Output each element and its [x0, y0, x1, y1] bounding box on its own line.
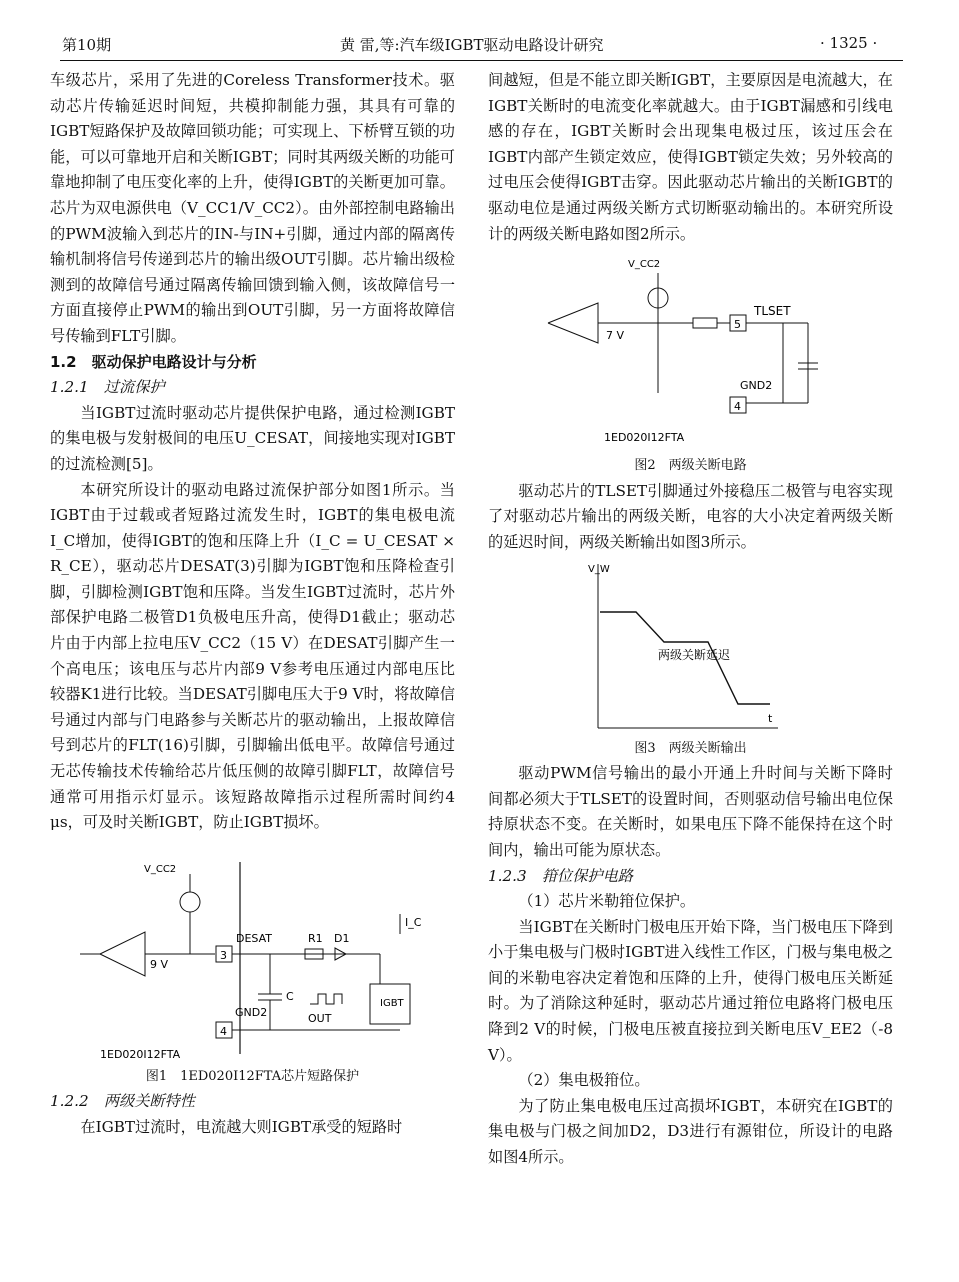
right-paragraph-3: 驱动PWM信号输出的最小开通上升时间与关断下降时间都必须大于TLSET的设置时间，否则驱动信号输出电位保持原状态不变。在关断时，如果电压下降不能保持在这个时间内，输出可能为原状态。 [488, 764, 893, 859]
left-paragraph-3: 本研究所设计的驱动电路过流保护部分如图1所示。当IGBT由于过载或者短路过流发生时，IGBT的集电极电流I_C增加，使得IGBT的饱和压降上升（I_C = U_CESAT × R_CE），驱动芯片DESAT(3)引脚为IGBT饱和压降检查引脚，引脚检测IGBT饱和压降。当发生IGBT过流时，芯片外部保护电路二极管D1负极电压升高，使得D1截止；驱动芯片由于内部上拉电压V_CC2（15 V）在DESAT引脚产生一个高电压；该电压与芯片内部9 V参考电压通过内部电压比较器K1进行比较。当DESAT引脚电压大于9 V时，将故障信号通过内部与门电路参与关断芯片的驱动输出，上报故障信号到芯片的FLT(16)引脚，引脚输出低电平。故障信号通过无芯传输技术传输给芯片低压侧的故障引脚FLT，故障信号通常可用指示灯显示。该短路故障指示过程所需时间约4 μs，可及时关断IGBT，防止IGBT损坏。 [50, 480, 455, 832]
left-column [50, 68, 455, 1141]
fig2-tlset-label: TLSET [754, 304, 791, 319]
right-paragraph-2: 驱动芯片的TLSET引脚通过外接稳压二极管与电容实现了对驱动芯片输出的两级关断，电容的大小决定着两级关断的延迟时间，两级关断输出如图3所示。 [488, 481, 893, 551]
fig3-annotation: 两级关断延迟 [658, 647, 731, 662]
fig2-pin4: 4 [734, 400, 741, 414]
fig1-gnd-label: GND2 [235, 1005, 268, 1019]
figure-3-waveform [488, 556, 893, 736]
right-paragraph-6: （2）集电极箝位。 [518, 1071, 650, 1090]
fig1-c-label: C [286, 989, 294, 1003]
fig3-x-axis-label: t [768, 711, 773, 725]
fig1-d1-label: D1 [334, 931, 350, 945]
fig1-vcc-label: V_CC2 [144, 863, 177, 875]
figure-1-caption: 图1 1ED020I12FTA芯片短路保护 [145, 1068, 360, 1084]
fig3-y-axis-label: V_W [588, 563, 610, 575]
section-1-2-3: 1.2.3 箝位保护电路 [488, 866, 633, 885]
section-1-2: 1.2 驱动保护电路设计与分析 [50, 352, 257, 371]
running-title: 黄 雷,等:汽车级IGBT驱动电路设计研究 [340, 36, 604, 54]
header-rule [60, 60, 903, 61]
issue-number: 第10期 [62, 36, 112, 54]
fig1-desat-label: DESAT [236, 931, 272, 945]
figure-1-circuit [50, 854, 455, 1064]
left-paragraph-1: 车级芯片，采用了先进的Coreless Transformer技术。驱动芯片传输延迟时间短，共模抑制能力强，其具有可靠的IGBT短路保护及故障回锁功能；可实现上、下桥臂互锁的功能，可以可靠地开启和关断IGBT；同时其两级关断的功能可靠地抑制了电压变化率的上升，使得IGBT的关断更加可靠。芯片为双电源供电（V_CC1/V_CC2）。由外部控制电路输出的PWM波输入到芯片的IN-与IN+引脚，通过内部的隔离传输机制将信号传递到芯片的输出级OUT引脚。芯片输出级检测到的故障信号通过隔离传输回馈到输入侧，该故障信号一方面直接停止PWM的输出到OUT引脚，另一方面将故障信号传输到FLT引脚。 [50, 71, 455, 345]
fig2-chip-label: 1ED020I12FTA [604, 431, 685, 445]
right-column [488, 68, 893, 1171]
section-1-2-1: 1.2.1 过流保护 [50, 378, 165, 397]
fig1-chip-label: 1ED020I12FTA [100, 1047, 181, 1061]
section-1-2-2: 1.2.2 两级关断特性 [50, 1092, 195, 1111]
fig2-vcc-label: V_CC2 [628, 259, 661, 271]
figure-2-circuit [488, 253, 893, 453]
right-paragraph-7: 为了防止集电极电压过高损坏IGBT，本研究在IGBT的集电极与门极之间加D2，D3进行有源钳位，所设计的电路如图4所示。 [488, 1096, 893, 1167]
fig1-9v-label: 9 V [150, 957, 169, 971]
figure-3-caption: 图3 两级关断输出 [634, 740, 747, 756]
fig1-pin3: 3 [220, 948, 227, 962]
right-paragraph-1: 间越短，但是不能立即关断IGBT，主要原因是电流越大，在IGBT关断时的电流变化率就越大。由于IGBT漏感和引线电感的存在，IGBT关断时会出现集电极过压，该过压会在IGBT内部产生锁定效应，使得IGBT锁定失效；另外较高的过电压会使得IGBT击穿。因此驱动芯片输出的关断IGBT的驱动电位是通过两级关断方式切断驱动输出的。本研究所设计的两级关断电路如图2所示。 [488, 71, 893, 243]
right-paragraph-4: （1）芯片米勒箝位保护。 [518, 892, 696, 911]
fig1-pin4: 4 [220, 1024, 227, 1038]
left-paragraph-4: 在IGBT过流时，电流越大则IGBT承受的短路时 [80, 1118, 403, 1136]
fig1-igbt-label: IGBT [380, 997, 404, 1009]
left-paragraph-2: 当IGBT过流时驱动芯片提供保护电路，通过检测IGBT的集电极与发射极间的电压U_CESAT，间接地实现对IGBT的过流检测[5]。 [50, 403, 455, 473]
fig1-r1-label: R1 [308, 931, 323, 945]
fig2-7v-label: 7 V [606, 329, 625, 343]
right-paragraph-5: 当IGBT在关断时门极电压开始下降，当门极电压下降到小于集电极与门极时IGBT进入线性工作区，门极与集电极之间的米勒电容决定着饱和压降的上升，使得门极电压关断延时。为了消除这种延时，驱动芯片通过箝位电路将门极电压降到2 V的时候，门极电压被直接拉到关断电压V_EE2（-8 V）。 [488, 917, 893, 1064]
fig1-ic-label: I_C [405, 915, 422, 929]
fig1-out-label: OUT [308, 1011, 332, 1025]
fig2-pin5: 5 [734, 318, 741, 332]
figure-2-caption: 图2 两级关断电路 [634, 458, 747, 474]
fig2-gnd-label: GND2 [740, 379, 773, 393]
page-number: · 1325 · [820, 34, 878, 52]
